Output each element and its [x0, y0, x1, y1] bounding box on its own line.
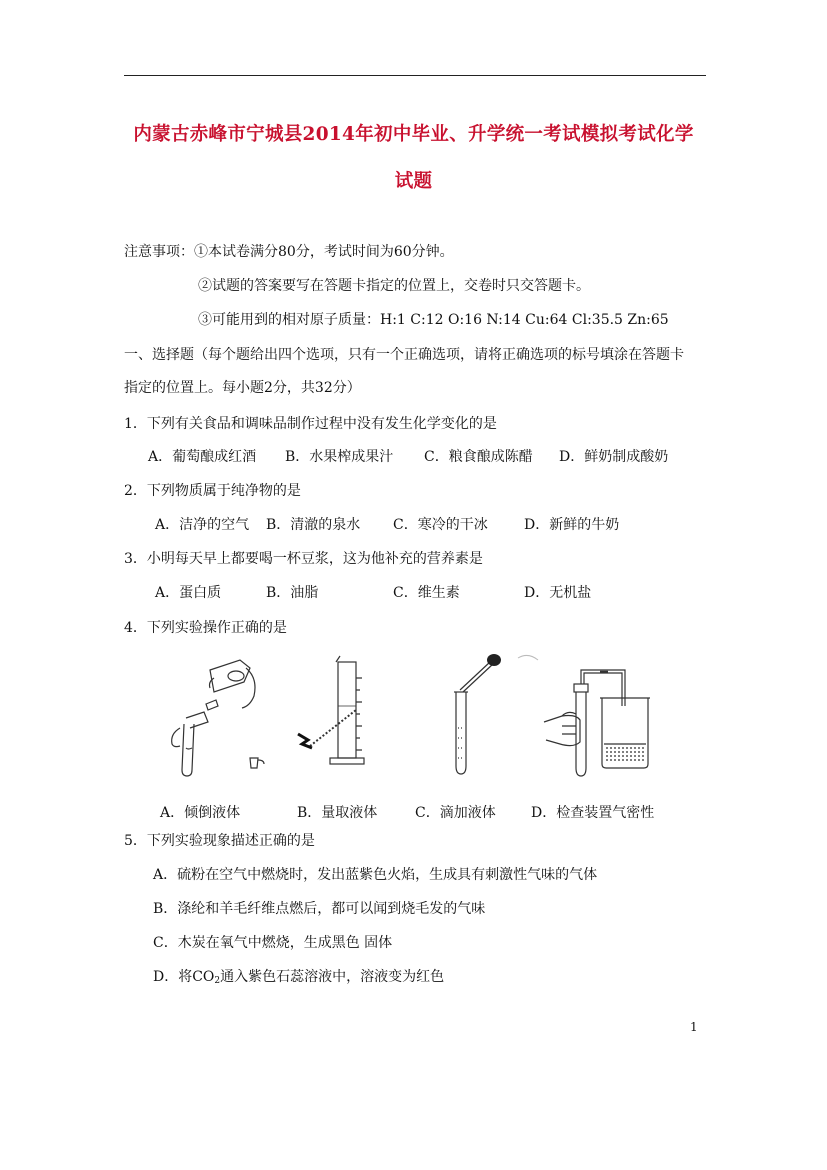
q5d-subscript: 2 [214, 976, 221, 986]
question-3-option-b: B．油脂 [266, 585, 319, 601]
section-heading-line2: 指定的位置上。每小题2分，共32分） [124, 380, 361, 396]
question-5-option-b: B．涤纶和羊毛纤维点燃后，都可以闻到烧毛发的气味 [153, 901, 486, 917]
question-1-stem: 1．下列有关食品和调味品制作过程中没有发生化学变化的是 [124, 416, 497, 432]
question-4-option-d: D．检查装置气密性 [531, 805, 655, 821]
question-1-option-a: A．葡萄酿成红酒 [148, 449, 257, 465]
dropping-liquid-figure [438, 648, 548, 778]
notes-item-1: ①本试卷满分80分，考试时间为60分钟。 [194, 244, 454, 260]
section-heading-line1: 一、选择题（每个题给出四个选项，只有一个正确选项，请将正确选项的标号填涂在答题卡 [124, 347, 684, 363]
pouring-liquid-figure [158, 648, 268, 778]
question-2-stem: 2．下列物质属于纯净物的是 [124, 483, 301, 499]
question-3-option-d: D．无机盐 [524, 585, 592, 601]
airtightness-check-figure [540, 648, 670, 778]
question-3-option-c: C．维生素 [393, 585, 460, 601]
question-4-option-b: B．量取液体 [297, 805, 378, 821]
page-title-line1: 内蒙古赤峰市宁城县2014年初中毕业、升学统一考试模拟考试化学 [133, 124, 694, 145]
question-5-option-c: C．木炭在氧气中燃烧，生成黑色 固体 [153, 935, 393, 951]
question-4-option-c: C．滴加液体 [415, 805, 496, 821]
page-number: 1 [690, 1020, 698, 1034]
notes [124, 242, 454, 262]
question-4-stem: 4．下列实验操作正确的是 [124, 620, 287, 636]
question-5-option-a: A．硫粉在空气中燃烧时，发出蓝紫色火焰，生成具有刺激性气味的气体 [153, 867, 598, 883]
question-2-option-c: C．寒冷的干冰 [393, 517, 488, 533]
question-1-option-b: B．水果榨成果汁 [285, 449, 394, 465]
measuring-cylinder-figure [292, 648, 402, 778]
notes-item-2: ②试题的答案要写在答题卡指定的位置上，交卷时只交答题卡。 [198, 278, 590, 294]
page-title-line2: 试题 [394, 171, 433, 192]
question-4-figures [150, 648, 670, 778]
question-3-stem: 3．小明每天早上都要喝一杯豆浆，这为他补充的营养素是 [124, 551, 483, 567]
header-rule [124, 75, 706, 76]
question-3-option-a: A．蛋白质 [155, 585, 222, 601]
question-1-option-d: D．鲜奶制成酸奶 [559, 449, 669, 465]
question-5-option-d [153, 967, 444, 991]
question-2-option-a: A．洁净的空气 [155, 517, 250, 533]
question-2-option-d: D．新鲜的牛奶 [524, 517, 620, 533]
question-4-option-a: A．倾倒液体 [160, 805, 241, 821]
notes-label: 注意事项： [124, 244, 194, 260]
question-1-option-c: C．粮食酿成陈醋 [424, 449, 533, 465]
question-2-option-b: B．清澈的泉水 [266, 517, 361, 533]
q5d-suffix: 通入紫色石蕊溶液中，溶液变为红色 [220, 969, 445, 985]
question-5-stem: 5．下列实验现象描述正确的是 [124, 833, 315, 849]
q5d-prefix: D．将CO [153, 969, 215, 985]
notes-item-3: ③可能用到的相对原子质量：H:1 C:12 O:16 N:14 Cu:64 Cl:35.5 Zn:65 [198, 312, 669, 328]
